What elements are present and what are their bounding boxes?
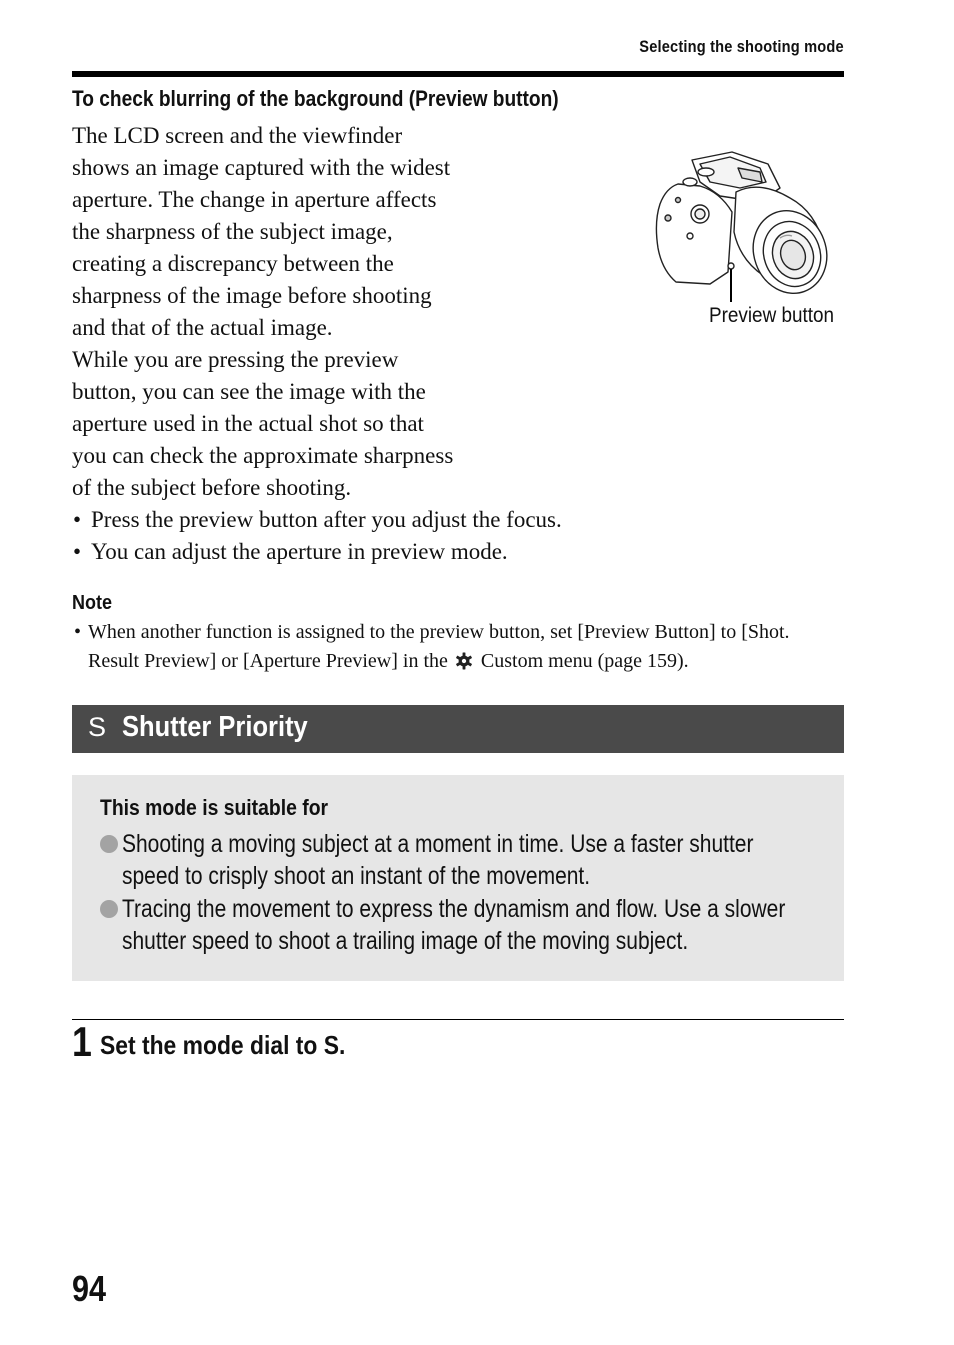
text-line: button, you can see the image with the: [72, 379, 426, 404]
note-heading: Note: [72, 592, 113, 614]
paragraph-2: [72, 344, 532, 504]
list-item-text: Shooting a moving subject at a moment in time. Use a faster shutter speed to crisply shoot an instant of the movement.: [122, 830, 754, 890]
header-rule: [72, 71, 844, 77]
page-number: 94: [72, 1268, 107, 1309]
text-line: The LCD screen and the viewfinder: [72, 123, 403, 148]
preview-heading: To check blurring of the background (Preview button): [72, 86, 559, 111]
step-number: 1: [72, 1018, 92, 1065]
mode-letter: S: [88, 712, 107, 742]
step-rule: [72, 1019, 844, 1020]
figure-caption: Preview button: [709, 304, 835, 327]
list-item: [100, 893, 942, 957]
text-line: of the subject before shooting.: [72, 475, 352, 500]
text-line: the sharpness of the subject image,: [72, 219, 393, 244]
text-line: While you are pressing the preview: [72, 347, 399, 372]
text-line: and that of the actual image.: [72, 315, 333, 340]
suitable-heading: This mode is suitable for: [100, 795, 329, 820]
preview-body-text: [72, 120, 532, 504]
step-text: Set the mode dial to S.: [100, 1030, 346, 1060]
suitable-list: [100, 828, 942, 958]
note-text: [72, 618, 842, 676]
bullet-dot-icon: [100, 900, 118, 918]
preview-bullet-list: [72, 504, 772, 568]
section-title: Shutter Priority: [122, 711, 308, 743]
paragraph-1: [72, 120, 532, 344]
gear-icon: [455, 652, 473, 670]
running-head: Selecting the shooting mode: [639, 37, 844, 56]
text-line: creating a discrepancy between the: [72, 251, 394, 276]
bullet-dot-icon: [100, 835, 118, 853]
note-text-start: When another function is assigned to the preview button, set [Preview Button] to [Shot. Result Preview] or [Aperture Preview] in the: [88, 621, 790, 672]
bullet-item: • Press the preview button after you adjust the focus.: [72, 504, 772, 536]
list-item-text: Tracing the movement to express the dynamism and flow. Use a slower shutter speed to shoot a trailing image of the moving subject.: [122, 895, 786, 955]
camera-illustration: [640, 142, 840, 312]
suitable-for-box: [72, 775, 844, 981]
text-line: aperture. The change in aperture affects: [72, 187, 437, 212]
text-line: sharpness of the image before shooting: [72, 283, 432, 308]
text-line: aperture used in the actual shot so that: [72, 411, 424, 436]
text-line: shows an image captured with the widest: [72, 155, 451, 180]
note-text-end: Custom menu (page 159).: [480, 650, 689, 672]
list-item: [100, 828, 942, 892]
text-line: you can check the approximate sharpness: [72, 443, 454, 468]
section-header-bar: [72, 705, 844, 753]
bullet-item: • You can adjust the aperture in preview mode.: [72, 536, 772, 568]
